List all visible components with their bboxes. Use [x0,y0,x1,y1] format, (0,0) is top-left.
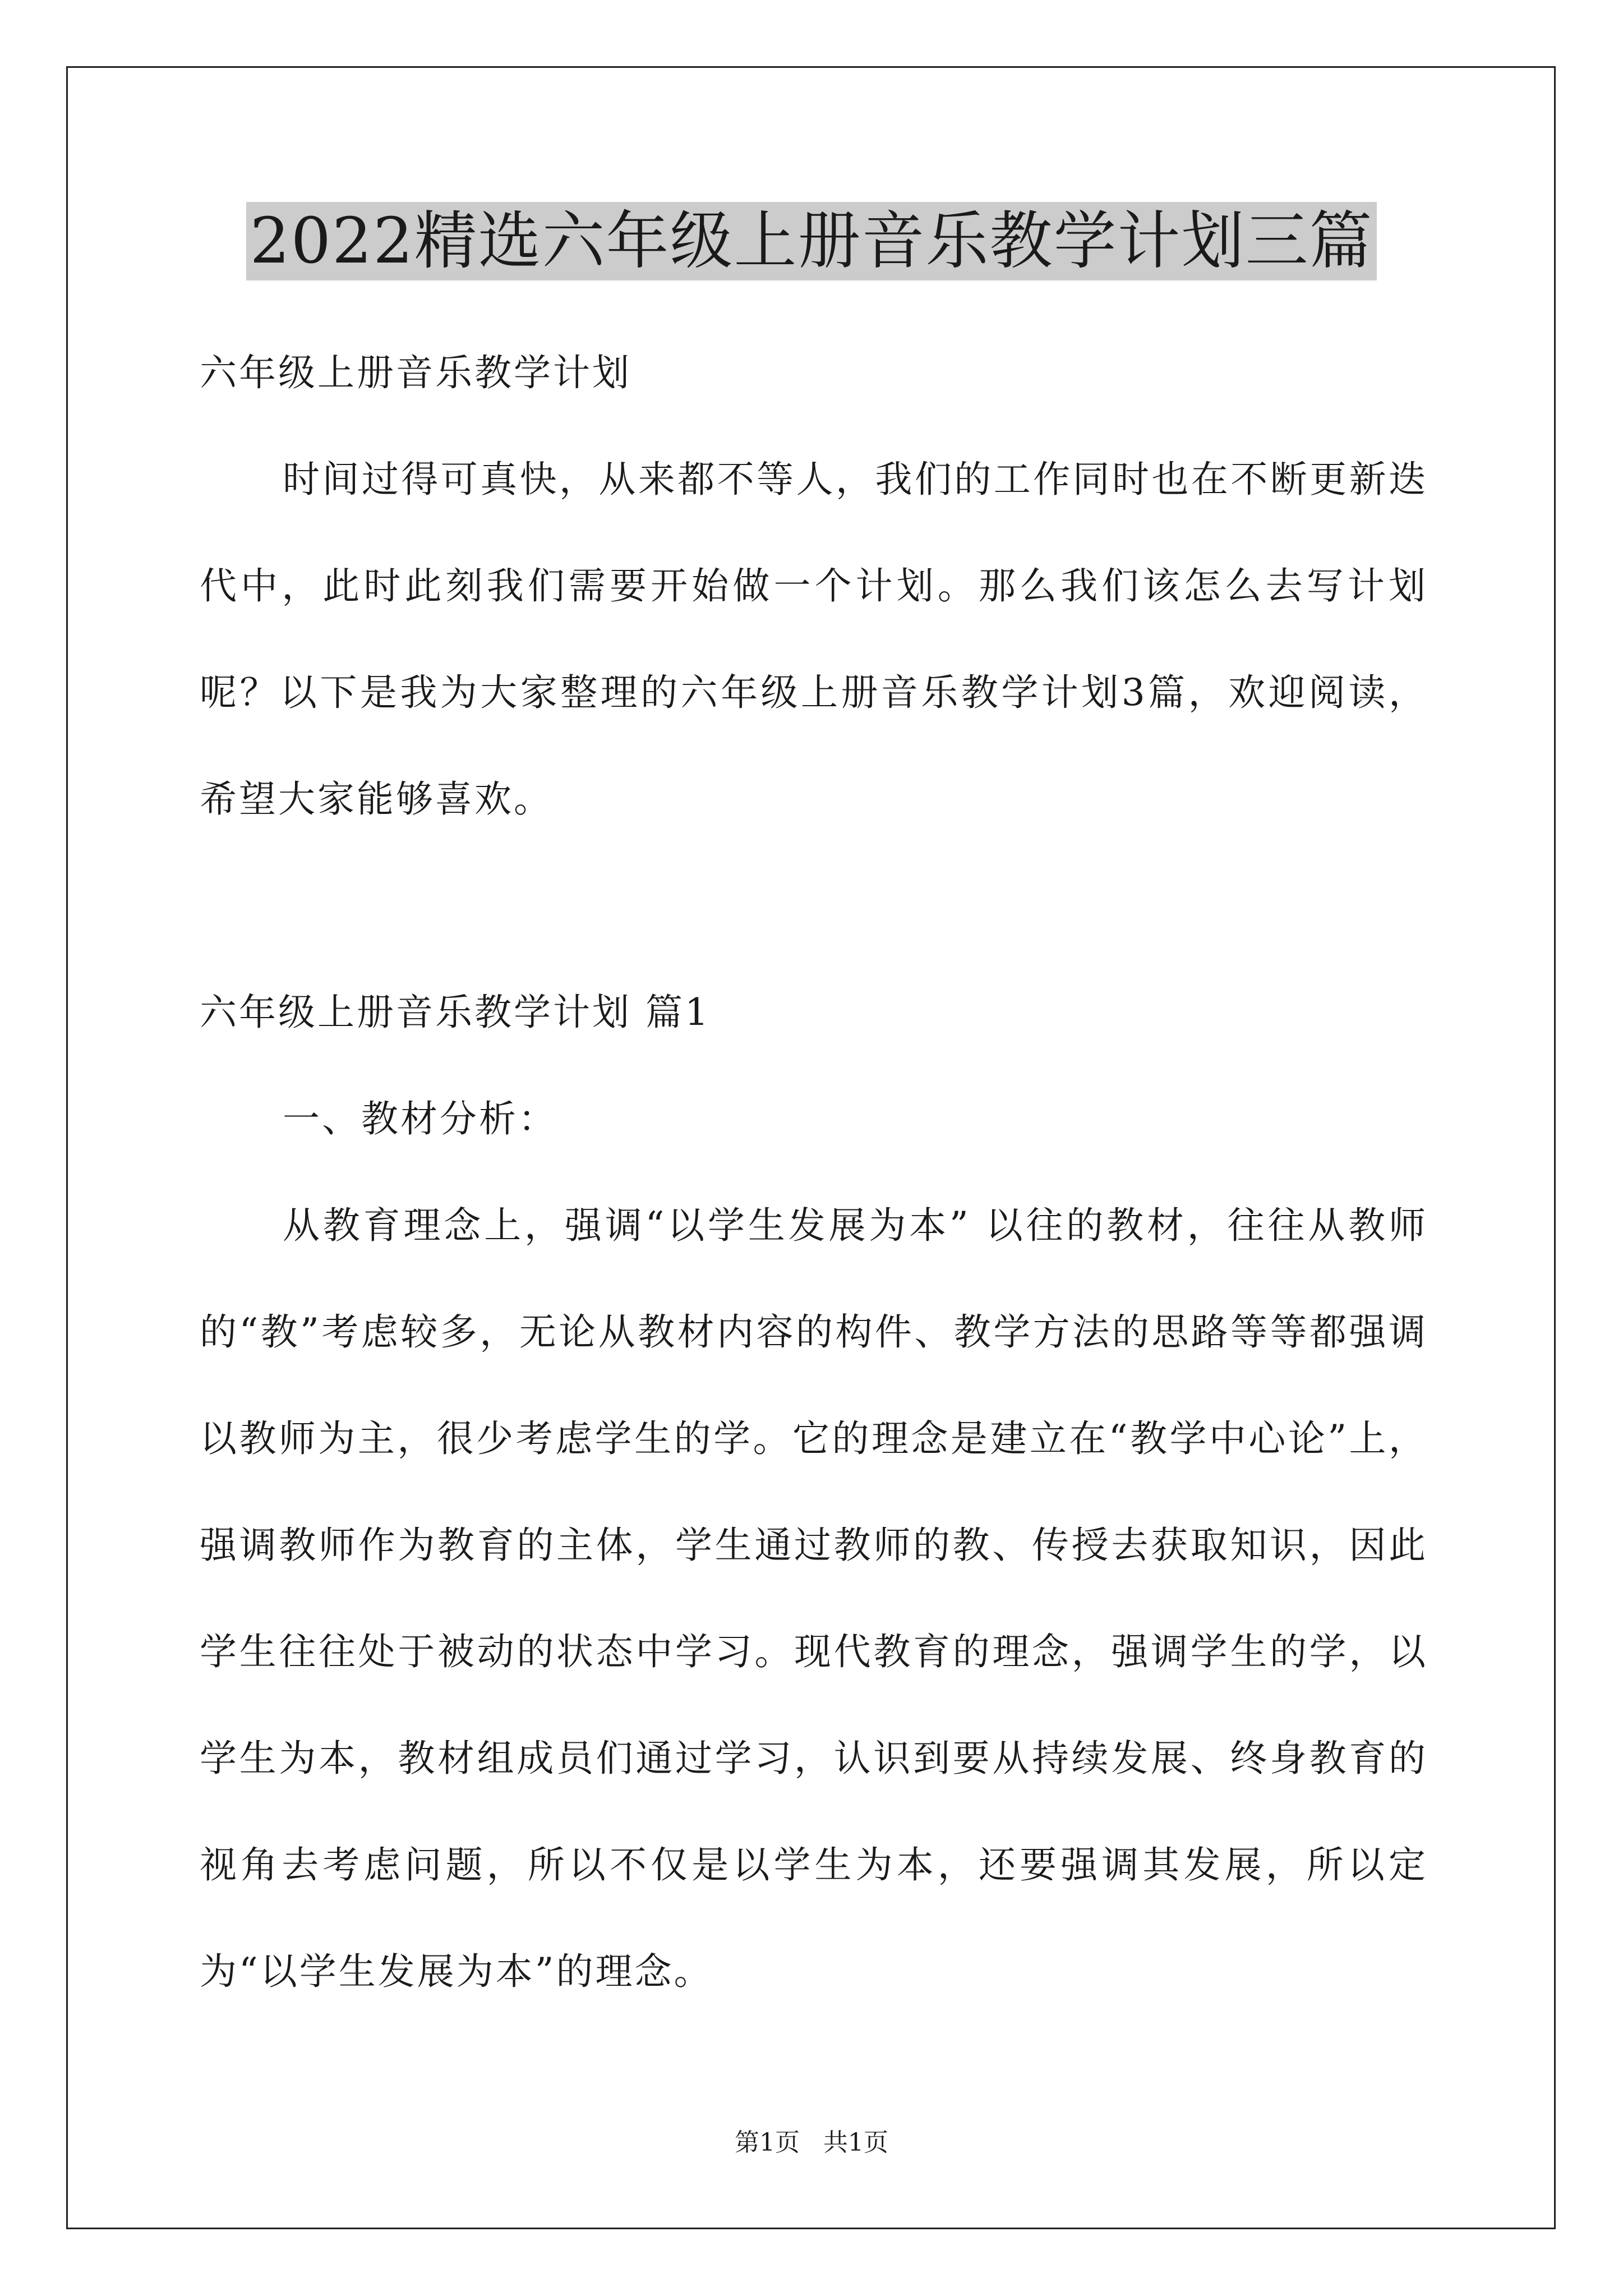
document-title: 2022精选六年级上册音乐教学计划三篇 [246,202,1376,280]
section1-subheading: 一、教材分析： [283,1097,557,1140]
intro-paragraph: 时间过得可真快，从来都不等人，我们的工作同时也在不断更新迭代中，此时此刻我们需要开始做一个计划。那么我们该怎么去写计划呢？以下是我为大家整理的六年级上册音乐教学计划3篇，欢迎阅读，希望大家能够喜欢。 [200,458,1428,821]
intro-heading: 六年级上册音乐教学计划 [200,351,631,394]
page-number-total: 共1页 [823,2128,888,2157]
page-footer [0,2126,1623,2160]
title-container [0,202,1623,280]
section1-paragraph: 从教育理念上，强调“以学生发展为本” 以往的教材，往往从教师的“教”考虑较多，无论从教材内容的构件、教学方法的思路等等都强调以教师为主，很少考虑学生的学。它的理念是建立在“教学中心论”上，强调教师作为教育的主体，学生通过教师的教、传授去获取知识，因此学生往往处于被动的状态中学习。现代教育的理念，强调学生的学，以学生为本，教材组成员们通过学习，认识到要从持续发展、终身教育的视角去考虑问题，所以不仅是以学生为本，还要强调其发展，所以定为“以学生发展为本”的理念。 [200,1204,1428,1993]
document-body [200,320,1428,2025]
section1-heading: 六年级上册音乐教学计划 篇1 [200,991,711,1034]
page-number-current: 第1页 [735,2128,800,2157]
